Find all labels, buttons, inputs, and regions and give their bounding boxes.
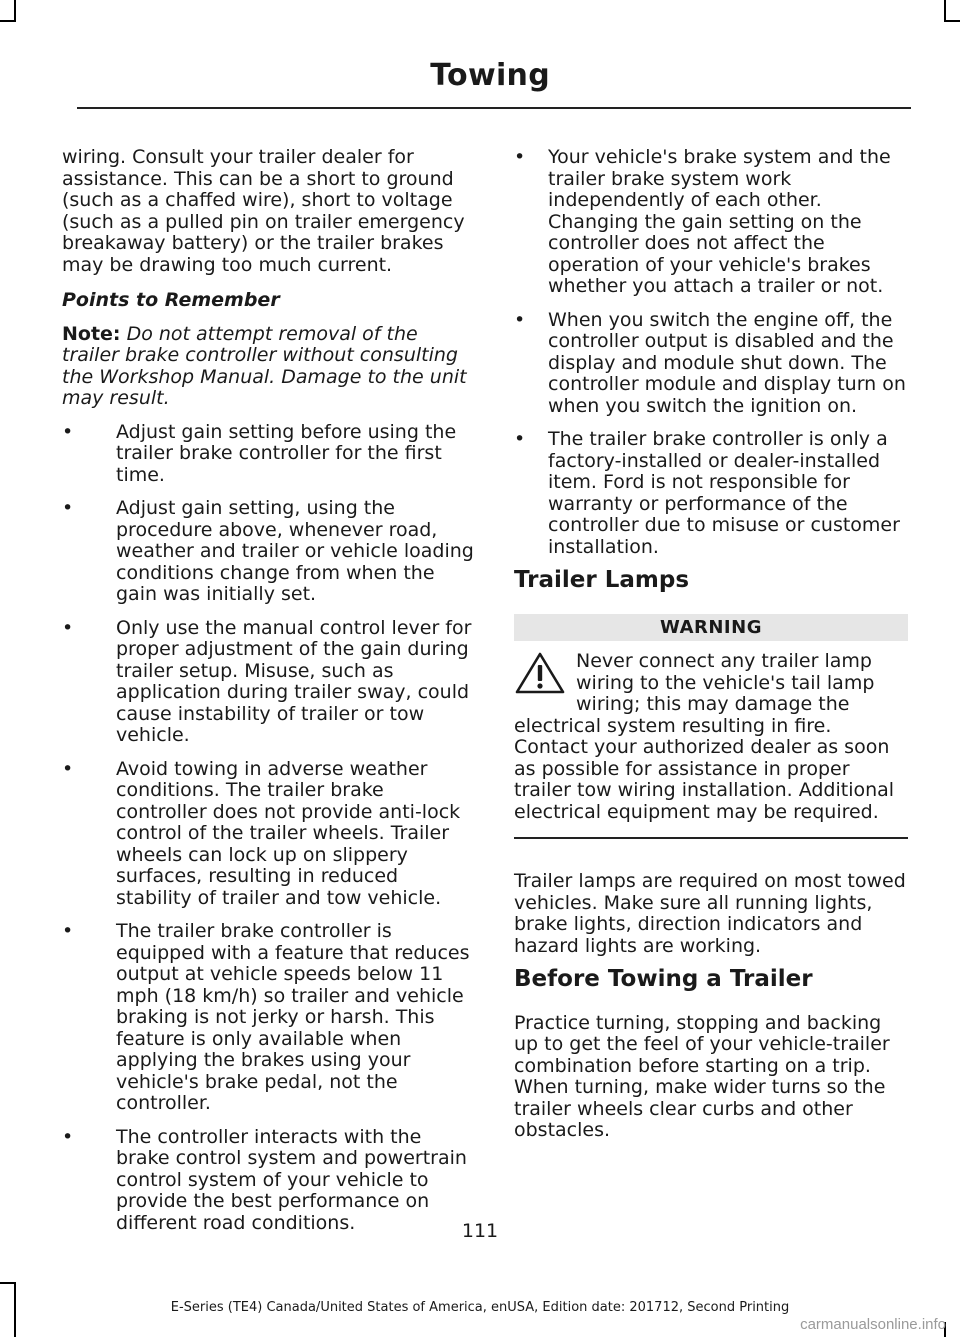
bullet-icon: • [62,616,74,639]
list-item [514,310,908,418]
before-towing-paragraph: Practice turning, stopping and backing up to get the feel of your vehicle-trailer combination before starting on a trip. When turning, make wider turns so the trailer wheels clear curbs and other obstacles. [514,1011,890,1141]
heading-before-towing: Before Towing a Trailer [514,966,813,992]
warning-label: WARNING [514,614,908,642]
watermark: carmanualsonline.info [800,1316,946,1333]
list-item-text: Your vehicle's brake system and the trailer brake system work independently of each other. Changing the gain setting on the controller does not affect the operation of your vehicle's brakes whether you attach a trailer or not. [548,146,891,297]
lamps-paragraph: Trailer lamps are required on most towed vehicles. Make sure all running lights, brake lights, direction indicators and hazard lights are working. [514,870,906,957]
list-item [62,498,476,606]
bullet-icon: • [62,497,74,519]
warning-divider [514,837,908,839]
list-item-text: The controller interacts with the brake control system and powertrain control system of your vehicle to provide the best performance on different road conditions. [116,1125,467,1234]
crop-mark [0,1282,16,1284]
crop-mark [14,0,16,22]
list-item-text: The trailer brake controller is equipped with a feature that reduces output at vehicle speeds below 11 mph (18 km/h) so trailer and vehicle braking is not jerky or harsh. This feature is only available when applying the brakes using your vehicle's brake pedal, not the controller. [116,920,470,1114]
bullet-icon: • [62,757,74,780]
list-item [514,429,908,558]
points-list [62,422,476,1235]
header-divider [77,107,911,109]
list-item [62,422,476,487]
list-item [62,1127,476,1235]
right-column [514,147,908,1154]
crop-mark [944,0,946,22]
edition-footer: E-Series (TE4) Canada/United States of America, enUSA, Edition date: 201712, Second Printing [170,1300,790,1315]
list-item [62,921,476,1115]
crop-mark [944,20,960,22]
left-column [62,147,476,1246]
list-item [62,618,476,747]
list-item [514,147,908,298]
warning-text: Never connect any trailer lamp wiring to the vehicle's tail lamp wiring; this may damage the electrical system resulting in fire. Contact your authorized dealer as soon as possible for assistance in proper trailer tow wiring installation. Additional electrical equipment may be required. [514,650,895,823]
bullet-icon: • [514,308,526,331]
list-item [62,759,476,910]
note-paragraph [62,324,476,410]
intro-paragraph: wiring. Consult your trailer dealer for assistance. This can be a short to ground (such as a chaffed wire), short to voltage (such as a pulled pin on trailer emergency breakaway battery) or the trailer brakes may be drawing too much current. [62,146,465,276]
controller-notes-list [514,147,908,558]
warning-triangle-icon [514,651,566,695]
bullet-icon: • [62,920,74,942]
list-item-text: The trailer brake controller is only a factory-installed or dealer-installed item. Ford is not responsible for warranty or performance of the controller due to misuse or customer installation. [548,428,900,558]
subheading-points-to-remember: Points to Remember [62,289,280,311]
bullet-icon: • [62,420,74,443]
list-item-text: Adjust gain setting, using the procedure above, whenever road, weather and trailer or vehicle loading conditions change from when the gain was initially set. [116,497,474,605]
page-number: 111 [461,1220,499,1242]
list-item-text: When you switch the engine off, the controller output is disabled and the display and module shut down. The controller module and display turn on when you switch the ignition on. [548,308,906,417]
bullet-icon: • [62,1125,74,1148]
heading-trailer-lamps: Trailer Lamps [514,567,690,593]
bullet-icon: • [514,428,526,450]
note-text: Do not attempt removal of the trailer brake controller without consulting the Workshop Manual. Damage to the unit may result. [62,322,467,409]
list-item-text: Avoid towing in adverse weather conditions. The trailer brake controller does not provide anti-lock control of the trailer wheels. Trailer wheels can lock up on slippery surfaces, resulting in reduced stability of trailer and tow vehicle. [116,757,461,909]
page-title: Towing [430,58,550,93]
warning-box [514,651,908,823]
bullet-icon: • [514,146,526,168]
list-item-text: Adjust gain setting before using the trailer brake controller for the first time. [116,420,457,486]
list-item-text: Only use the manual control lever for proper adjustment of the gain during trailer setup. Misuse, such as application during trailer sway, could cause instability of trailer or tow vehicle. [116,616,472,746]
crop-mark [0,20,16,22]
note-label: Note: [62,322,121,345]
